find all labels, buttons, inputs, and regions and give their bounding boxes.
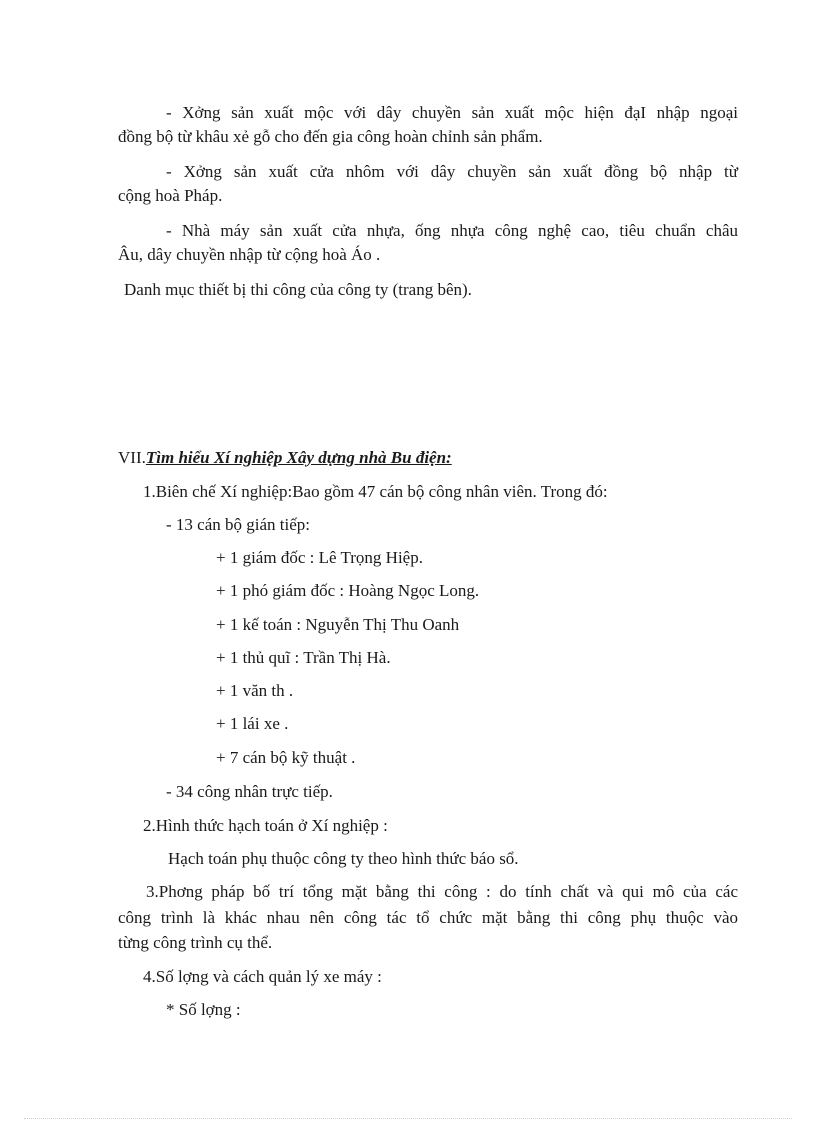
- staff-technicians: + 7 cán bộ kỹ thuật .: [216, 748, 356, 767]
- staff-clerk: + 1 văn th .: [216, 681, 294, 700]
- section-number: VII.: [118, 448, 146, 467]
- item2-title: 2.Hình thức hạch toán ở Xí nghiệp :: [143, 816, 388, 835]
- paragraph-aluminum-workshop-line2: cộng hoà Pháp.: [118, 186, 223, 205]
- paragraph-equipment-list: Danh mục thiết bị thi công của công ty (trang bên).: [124, 280, 472, 299]
- item2-text: Hạch toán phụ thuộc công ty theo hình thức báo sổ.: [168, 849, 519, 868]
- paragraph-wood-workshop-line2: đồng bộ từ khâu xẻ gỗ cho đến gia công hoàn chỉnh sản phẩm.: [118, 127, 543, 146]
- page-bottom-rule: [24, 1118, 792, 1119]
- paragraph-plastic-factory-line2: Âu, dây chuyền nhập từ cộng hoà Áo .: [118, 245, 381, 264]
- staff-director: + 1 giám đốc : Lê Trọng Hiệp.: [216, 548, 423, 567]
- staff-deputy-director: + 1 phó giám đốc : Hoàng Ngọc Long.: [216, 581, 480, 600]
- staff-accountant: + 1 kế toán : Nguyễn Thị Thu Oanh: [216, 615, 460, 634]
- staff-driver: + 1 lái xe .: [216, 714, 289, 733]
- item3-line1: 3.Phơng pháp bố trí tổng mặt bằng thi công : do tính chất và qui mô của các: [146, 882, 738, 901]
- item4-sub: * Số lợng :: [166, 1000, 241, 1019]
- item1-staffing: 1.Biên chế Xí nghiệp:Bao gồm 47 cán bộ công nhân viên. Trong đó:: [143, 482, 608, 501]
- item3-line3: từng công trình cụ thể.: [118, 933, 273, 952]
- item1-indirect-staff: - 13 cán bộ gián tiếp:: [166, 515, 310, 534]
- paragraph-wood-workshop-line1: - Xởng sản xuất mộc với dây chuyền sản xuất mộc hiện đạI nhập ngoại: [166, 103, 738, 122]
- paragraph-plastic-factory-line1: - Nhà máy sản xuất cửa nhựa, ống nhựa công nghệ cao, tiêu chuẩn châu: [166, 221, 738, 240]
- staff-treasurer: + 1 thủ quĩ : Trần Thị Hà.: [216, 648, 391, 667]
- item4-title: 4.Số lợng và cách quản lý xe máy :: [143, 967, 382, 986]
- item3-line2: công trình là khác nhau nên công tác tổ chức mặt bằng thi công phụ thuộc vào: [118, 908, 738, 927]
- paragraph-aluminum-workshop-line1: - Xởng sản xuất cửa nhôm với dây chuyền sản xuất đồng bộ nhập từ: [166, 162, 738, 181]
- section-heading: [118, 447, 452, 469]
- item1-direct-workers: - 34 công nhân trực tiếp.: [166, 782, 333, 801]
- section-title: Tìm hiểu Xí nghiệp Xây dựng nhà Bu điện:: [145, 448, 452, 467]
